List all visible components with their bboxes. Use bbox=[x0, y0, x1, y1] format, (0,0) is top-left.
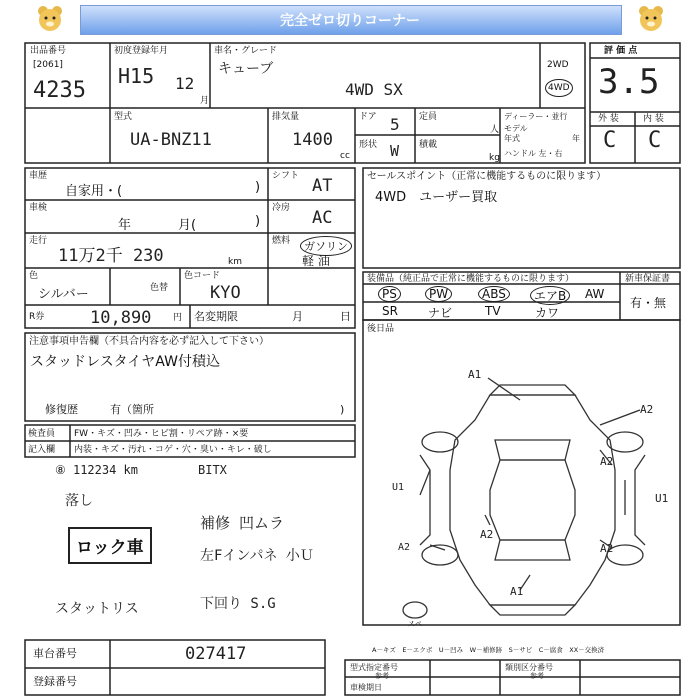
reg-number-label: 登録番号 bbox=[33, 675, 77, 688]
lot-sub: [2061] bbox=[33, 60, 63, 70]
recycle-unit: 円 bbox=[173, 313, 183, 323]
equip-abs-circled: ABS bbox=[478, 286, 510, 302]
handwritten-note: ⑧ 112234 km bbox=[55, 463, 139, 477]
handle-label: ハンドル 左・右 bbox=[504, 149, 563, 158]
interior-label: 内 装 bbox=[643, 114, 664, 124]
doors-value: 5 bbox=[390, 115, 400, 134]
handwritten-note: 落し bbox=[65, 493, 93, 509]
class-number-label: 類別区分番号 bbox=[505, 663, 553, 672]
fuel-gasoline-circled: ガソリン bbox=[300, 236, 352, 256]
year-unit: 年 bbox=[572, 134, 580, 143]
notes-value: スタッドレスタイヤAW付積込 bbox=[30, 354, 220, 370]
equip-leather: カワ bbox=[535, 306, 560, 320]
car-grade: 4WD SX bbox=[345, 80, 403, 99]
reg-expiry-label: 車検期日 bbox=[350, 683, 382, 692]
diagram-mark: A2 bbox=[600, 455, 614, 468]
lot-number: 4235 bbox=[33, 78, 86, 103]
handwritten-note: BITX bbox=[198, 463, 227, 477]
equip-airbag-circled: エアB bbox=[530, 286, 570, 305]
title-change-day: 日 bbox=[340, 310, 351, 323]
registration-era-year: H15 bbox=[118, 64, 155, 88]
inspection-year-unit: 年 bbox=[118, 218, 132, 233]
repair-label: 修復歴 bbox=[45, 403, 78, 416]
handwritten-note: 左Fインパネ 小Ｕ bbox=[200, 548, 314, 564]
form-number-label: 型式指定番号 bbox=[350, 663, 398, 672]
sales-point-label: セールスポイント（正常に機能するものに限ります） bbox=[367, 171, 607, 182]
handwritten-note: 下回り S.G bbox=[200, 596, 276, 612]
mileage-unit: km bbox=[228, 257, 242, 267]
diagram-mark: A2 bbox=[480, 528, 494, 541]
diagram-mark: U1 bbox=[655, 492, 669, 505]
plate-label: 車台番号 bbox=[33, 647, 77, 660]
car-name: キューブ bbox=[218, 61, 274, 77]
title-change-month: 月 bbox=[292, 310, 303, 323]
diagram-mark: A1 bbox=[468, 368, 482, 381]
usage-close: ) bbox=[255, 180, 261, 195]
rating-score: 3.5 bbox=[598, 62, 660, 102]
lock-car-box: ロック車 bbox=[68, 527, 152, 564]
year-label: 年式 bbox=[504, 134, 520, 143]
repair-value: 有（箇所 bbox=[110, 403, 154, 416]
header-title: 完全ゼロ切りコーナー bbox=[280, 13, 420, 29]
color-change-label: 色替 bbox=[150, 283, 169, 293]
recycle-value: 10,890 bbox=[90, 308, 152, 328]
ac-value: AC bbox=[312, 208, 333, 228]
notes-label: 注意事項申告欄（不具合内容を必ず記入して下さい） bbox=[29, 336, 269, 347]
warranty-label: 新車保証書 bbox=[625, 274, 671, 284]
registration-month: 12 bbox=[175, 74, 195, 93]
shape-value: W bbox=[390, 142, 400, 160]
drive-4wd-circled: 4WD bbox=[545, 79, 573, 97]
shift-label: シフト bbox=[272, 171, 300, 181]
equip-aw: AW bbox=[585, 287, 605, 301]
equip-pw-circled: PW bbox=[425, 286, 452, 302]
inspector-label: 検査員 bbox=[28, 429, 56, 439]
color-code: KYO bbox=[210, 283, 241, 303]
diagram-mark: A2 bbox=[398, 542, 411, 553]
repair-close: ) bbox=[340, 403, 345, 416]
diagram-mark: A2 bbox=[640, 403, 654, 416]
warranty-value: 有・無 bbox=[630, 296, 667, 310]
displacement-unit: cc bbox=[340, 151, 350, 161]
fuel-diesel: 軽 油 bbox=[302, 254, 330, 268]
inspector-row2: 内装・キズ・汚れ・コゲ・穴・臭い・キレ・破し bbox=[74, 445, 272, 455]
diagram-mark: A1 bbox=[510, 585, 524, 598]
handwritten-note: 補修 凹ムラ bbox=[200, 514, 285, 532]
shape-label: 形状 bbox=[359, 140, 378, 150]
ref2-label: 参考 bbox=[530, 672, 544, 680]
load-unit: kg bbox=[489, 153, 500, 163]
inspector-row2-label: 記入欄 bbox=[28, 445, 56, 455]
plate-value: 027417 bbox=[185, 644, 247, 664]
mileage-value: 11万2千 230 bbox=[58, 246, 164, 266]
registration-label: 初度登録年月 bbox=[114, 46, 169, 56]
diagram-mark: U1 bbox=[392, 482, 405, 493]
inspection-month-unit: 月( bbox=[178, 218, 197, 233]
inspection-close: ) bbox=[255, 214, 261, 229]
doors-label: ドア bbox=[359, 112, 377, 122]
equip-ps-circled: PS bbox=[378, 286, 401, 302]
exterior-label: 外 装 bbox=[598, 114, 619, 124]
displacement-label: 排気量 bbox=[272, 112, 300, 122]
equip-tv: TV bbox=[485, 304, 501, 318]
after-day-label: 後日品 bbox=[367, 324, 395, 334]
dealer-label: ディーラー・並行 bbox=[504, 112, 568, 121]
inspector-row1: FW・キズ・凹み・ヒビ割・リペア跡・×要 bbox=[74, 429, 249, 439]
car-label: 車名・グレード bbox=[214, 46, 278, 56]
registration-month-unit: 月 bbox=[200, 96, 210, 106]
mileage-label: 走行 bbox=[29, 236, 48, 246]
handwritten-note: スタットリス bbox=[55, 601, 139, 617]
usage-label: 車歴 bbox=[29, 171, 48, 181]
title-change-label: 名変期限 bbox=[194, 310, 238, 323]
displacement-value: 1400 bbox=[292, 130, 333, 150]
ref-label: 参考 bbox=[375, 672, 389, 680]
capacity-unit: 人 bbox=[490, 125, 500, 135]
fuel-label: 燃料 bbox=[272, 236, 291, 246]
usage-value: 自家用・( bbox=[65, 184, 123, 199]
exterior-grade: C bbox=[603, 128, 617, 153]
shift-value: AT bbox=[312, 176, 333, 196]
rating-label: 評 価 点 bbox=[604, 46, 638, 56]
load-label: 積載 bbox=[419, 140, 438, 150]
recycle-label: R券 bbox=[29, 312, 45, 322]
capacity-label: 定員 bbox=[419, 112, 438, 122]
drive-2wd: 2WD bbox=[547, 60, 569, 70]
color-value: シルバー bbox=[38, 287, 89, 302]
model-year-label: モデル bbox=[504, 124, 528, 133]
diagram-mark: A2 bbox=[600, 542, 614, 555]
model-label: 型式 bbox=[114, 112, 133, 122]
inspection-label: 車検 bbox=[29, 203, 48, 213]
interior-grade: C bbox=[648, 128, 662, 153]
diagram-mark: スペ bbox=[408, 620, 422, 628]
equip-sr: SR bbox=[382, 304, 398, 318]
sales-point-value: 4WD ユーザー買取 bbox=[375, 190, 498, 205]
color-code-label: 色コード bbox=[184, 271, 221, 281]
equip-navi: ナビ bbox=[428, 306, 453, 320]
ac-label: 冷房 bbox=[272, 203, 291, 213]
color-label: 色 bbox=[29, 271, 39, 281]
damage-legend: A－キズ E－エクボ U－凹み W－補修跡 S－サビ C－腐食 XX－交換済 bbox=[372, 646, 605, 654]
equipment-label: 装備品（純正品で正常に機能するものに限ります） bbox=[367, 274, 575, 284]
lot-label: 出品番号 bbox=[30, 46, 67, 56]
model-value: UA-BNZ11 bbox=[130, 130, 212, 150]
